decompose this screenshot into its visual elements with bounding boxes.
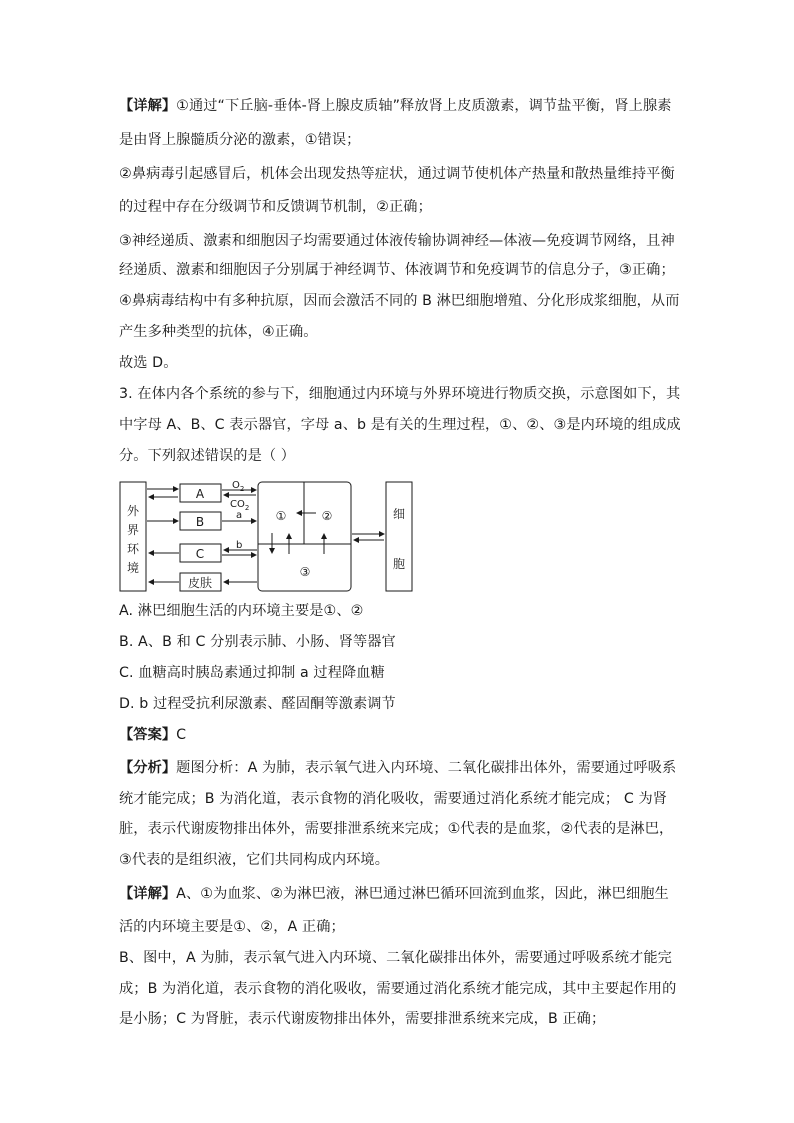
option-d: D. b 过程受抗利尿激素、醛固酮等激素调节 xyxy=(119,696,396,712)
detail-paragraph-line: 经递质、激素和细胞因子分别属于神经调节、体液调节和免疫调节的信息分子，③正确； xyxy=(119,262,675,278)
option-c: C. 血糖高时胰岛素通过抑制 a 过程降血糖 xyxy=(119,665,385,681)
detail-paragraph-line: B、图中，A 为肺，表示氧气进入内环境、二氧化碳排出体外，需要通过呼吸系统才能完 xyxy=(119,950,672,966)
analysis-line: 脏，表示代谢废物排出体外，需要排泄系统来完成；①代表的是血浆，②代表的是淋巴， xyxy=(119,821,674,837)
detail-paragraph-line: 是由肾上腺髓质分泌的激素，①错误； xyxy=(119,132,361,148)
option-b: B. A、B 和 C 分别表示肺、小肠、肾等器官 xyxy=(119,634,396,650)
detail-paragraph-line: ④鼻病毒结构中有多种抗原，因而会激活不同的 B 淋巴细胞增殖、分化形成浆细胞，从而 xyxy=(119,293,680,309)
cell-box xyxy=(386,482,412,591)
detail-paragraph-line: 产生多种类型的抗体，④正确。 xyxy=(119,324,318,340)
detail-paragraph-line xyxy=(119,884,669,904)
o2-label: $O_2$ xyxy=(232,480,245,493)
question-stem-line: 分。下列叙述错误的是（ ） xyxy=(119,448,296,464)
outer-env-label-1: 外 xyxy=(126,504,140,518)
process-a-label: a xyxy=(236,510,243,521)
outer-env-label-2: 界 xyxy=(126,523,140,537)
outer-env-label-3: 环 xyxy=(126,542,140,556)
cell-label-1: 细 xyxy=(392,507,406,521)
detail-paragraph-line: ③神经递质、激素和细胞因子均需要通过体液传输协调神经—体液—免疫调节网络，且神 xyxy=(119,233,675,249)
detail-tag: 【详解】 xyxy=(119,886,177,902)
cell-label-2: 胞 xyxy=(392,557,406,571)
question-stem-line: 中字母 A、B、C 表示器官，字母 a、b 是有关的生理过程，①、②、③是内环境的组成成 xyxy=(119,417,681,433)
analysis-tag: 【分析】 xyxy=(119,760,177,776)
detail-paragraph-line: 成；B 为消化道，表示食物的消化吸收，需要通过消化系统才能完成，其中主要起作用的 xyxy=(119,981,677,997)
detail-paragraph-line: 活的内环境主要是①、②，A 正确； xyxy=(119,919,345,935)
organ-b-label: B xyxy=(195,515,205,529)
detail-paragraph-line: 是小肠；C 为肾脏，表示代谢废物排出体外，需要排泄系统来完成，B 正确； xyxy=(119,1011,606,1027)
analysis-line xyxy=(119,758,676,778)
option-a: A. 淋巴细胞生活的内环境主要是①、② xyxy=(119,603,364,619)
outer-env-label-4: 境 xyxy=(126,561,140,575)
fluid-2-label: ② xyxy=(321,509,333,523)
detail-tag: 【详解】 xyxy=(119,98,177,114)
answer-tag: 【答案】 xyxy=(119,727,177,743)
fluid-1-label: ① xyxy=(275,509,287,523)
detail-paragraph-line: ②鼻病毒引起感冒后，机体会出现发热等症状，通过调节使机体产热量和散热量维持平衡 xyxy=(119,166,675,182)
analysis-line: 统才能完成；B 为消化道，表示食物的消化吸收，需要通过消化系统才能完成； C 为肾 xyxy=(119,791,668,807)
process-b-label: b xyxy=(236,540,243,551)
detail-text: ①通过“下丘脑-垂体-肾上腺皮质轴”释放肾上皮质激素，调节盐平衡，肾上腺素 xyxy=(176,98,672,114)
answer-line xyxy=(119,725,186,745)
exchange-diagram xyxy=(119,478,419,596)
organ-a-label: A xyxy=(195,487,205,501)
organ-c-label: C xyxy=(195,547,205,561)
question-stem-line: 3. 在体内各个系统的参与下，细胞通过内环境与外界环境进行物质交换，示意图如下，其 xyxy=(119,386,681,402)
detail-paragraph-line xyxy=(119,96,672,116)
co2-label: $CO_2$ xyxy=(230,499,250,512)
answer-value: C xyxy=(176,727,187,743)
detail-text: A、①为血浆、②为淋巴液，淋巴通过淋巴循环回流到血浆，因此，淋巴细胞生 xyxy=(176,886,669,902)
detail-paragraph-line: 的过程中存在分级调节和反馈调节机制，②正确； xyxy=(119,199,432,215)
skin-label: 皮肤 xyxy=(187,576,213,590)
analysis-text: 题图分析：A 为肺，表示氧气进入内环境、二氧化碳排出体外，需要通过呼吸系 xyxy=(176,760,677,776)
analysis-line: ③代表的是组织液，它们共同构成内环境。 xyxy=(119,852,389,868)
fluid-3-label: ③ xyxy=(299,565,311,579)
detail-conclusion: 故选 D。 xyxy=(119,355,178,371)
